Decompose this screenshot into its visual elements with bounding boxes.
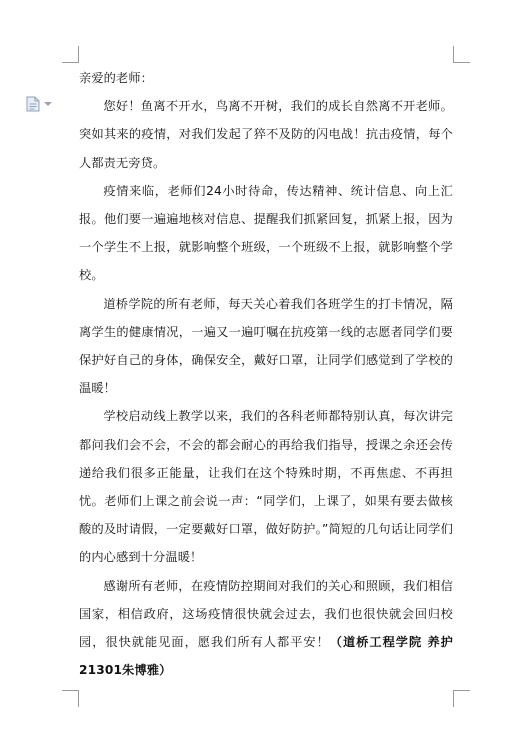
letter-greeting: 亲爱的老师： xyxy=(79,71,154,85)
crop-mark-bottom-left xyxy=(62,690,79,707)
letter-closing-paragraph xyxy=(79,572,453,685)
letter-paragraph: 疫情来临，老师们24小时待命，传达精神、统计信息、向上汇报。他们要一遍遍地核对信息、提醒我们抓紧回复，抓紧上报，因为一个学生不上报，就影响整个班级，一个班级不上报，就影响整个学校。 xyxy=(79,183,453,283)
letter-paragraph: 道桥学院的所有老师，每天关心着我们各班学生的打卡情况，隔离学生的健康情况，一遍又一遍叮嘱在抗疫第一线的志愿者同学们要保护好自己的身体，确保安全，戴好口罩，让同学们感觉到了学校的温暖！ xyxy=(79,296,453,396)
chevron-down-icon[interactable] xyxy=(44,102,52,106)
crop-mark-top-left xyxy=(62,46,79,63)
letter-body xyxy=(79,64,453,684)
letter-signature: （道桥工程学院 养护21301朱博雅） xyxy=(79,635,453,678)
letter-paragraph: 学校启动线上教学以来，我们的各科老师都特别认真，每次讲完都问我们会不会，不会的都会耐心的再给我们指导，授课之余还会传递给我们很多正能量，让我们在这个特殊时期，不再焦虑、不再担忧。老师们上课之前会说一声：“同学们，上课了，如果有要去做核酸的及时请假，一定要戴好口罩，做好防护。”简短的几句话让同学们的内心感到十分温暖！ xyxy=(79,409,453,565)
crop-mark-bottom-right xyxy=(453,690,470,707)
letter-paragraph: 您好！鱼离不开水，鸟离不开树，我们的成长自然离不开老师。突如其来的疫情，对我们发起了猝不及防的闪电战！抗击疫情，每个人都责无旁贷。 xyxy=(79,99,453,170)
paragraph-options-button[interactable] xyxy=(26,96,52,112)
crop-mark-top-right xyxy=(453,46,470,63)
letter-closing: 感谢所有老师，在疫情防控期间对我们的关心和照顾，我们相信国家，相信政府，这场疫情很快就会过去，我们也很快就会回归校园，很快就能见面，愿我们所有人都平安！ xyxy=(79,578,453,650)
document-icon xyxy=(26,96,40,112)
